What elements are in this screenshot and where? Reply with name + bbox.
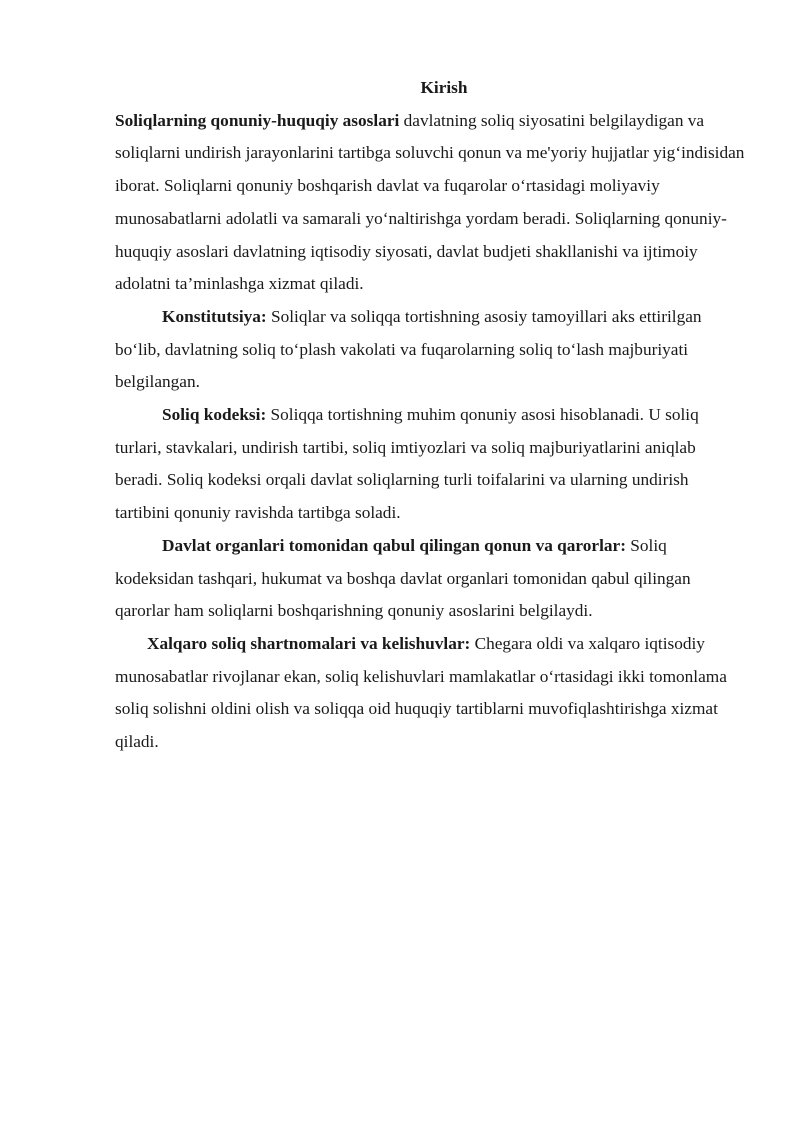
paragraph-tax-code-text: Soliqqa tortishning muhim qonuniy asosi hisoblanadi. U soliq turlari, stavkalari, undirish tartibi, soliq imtiyozlari va soliq majburiyatlarini aniqlab beradi. Soliq kodeksi orqali davlat soliqlarning turli toifalarini va ularning undirish tartibini qonuniy ravishda tartibga soladi. (115, 405, 699, 523)
paragraph-international-treaties-text: Chegara oldi va xalqaro iqtisodiy munosabatlar rivojlanar ekan, soliq kelishuvlari mamlakatlar o‘rtasidagi ikki tomonlama soliq solishni oldini olish va soliqqa oid huquqiy tartiblarni muvofiqlashtirishga xizmat qiladi. (115, 633, 727, 752)
paragraph-state-decisions-lead: Davlat organlari tomonidan qabul qilingan qonun va qarorlar: (162, 535, 626, 555)
paragraph-constitution-text: Soliqlar va soliqqa tortishning asosiy tamoyillari aks ettirilgan bo‘lib, davlatning soliq to‘plash vakolati va fuqarolarning soliq to‘lash majburiyati belgilangan. (115, 306, 702, 392)
paragraph-constitution-lead: Konstitutsiya: (162, 306, 267, 326)
paragraph-state-decisions-text: Soliq kodeksidan tashqari, hukumat va boshqa davlat organlari tomonidan qabul qilingan qarorlar ham soliqlarni boshqarishning qonuniy asoslarini belgilaydi. (115, 535, 691, 621)
paragraph-intro-text: davlatning soliq siyosatini belgilaydigan va soliqlarni undirish jarayonlarini tartibga soluvchi qonun va me'yoriy hujjatlar yig‘indisidan iborat. Soliqlarni qonuniy boshqarish davlat va fuqarolar o‘rtasidagi moliyaviy munosabatlarni adolatli va samarali yo‘naltirishga yordam beradi. Soliqlarning qonuniy-huquqiy asoslari davlatning iqtisodiy siyosati, davlat budjeti shakllanishi va ijtimoiy adolatni ta’minlashga xizmat qiladi. (115, 110, 745, 294)
paragraph-tax-code-lead: Soliq kodeksi: (162, 405, 267, 425)
paragraph-intro (115, 105, 747, 301)
paragraph-international-treaties (115, 628, 747, 759)
document-body (115, 72, 747, 759)
paragraph-state-decisions (115, 530, 747, 628)
paragraph-tax-code (115, 399, 747, 530)
page-title: Kirish (420, 78, 468, 97)
paragraph-international-treaties-lead: Xalqaro soliq shartnomalari va kelishuvlar: (147, 633, 471, 653)
paragraph-constitution (115, 301, 747, 399)
paragraph-intro-lead: Soliqlarning qonuniy-huquqiy asoslari (115, 110, 400, 130)
